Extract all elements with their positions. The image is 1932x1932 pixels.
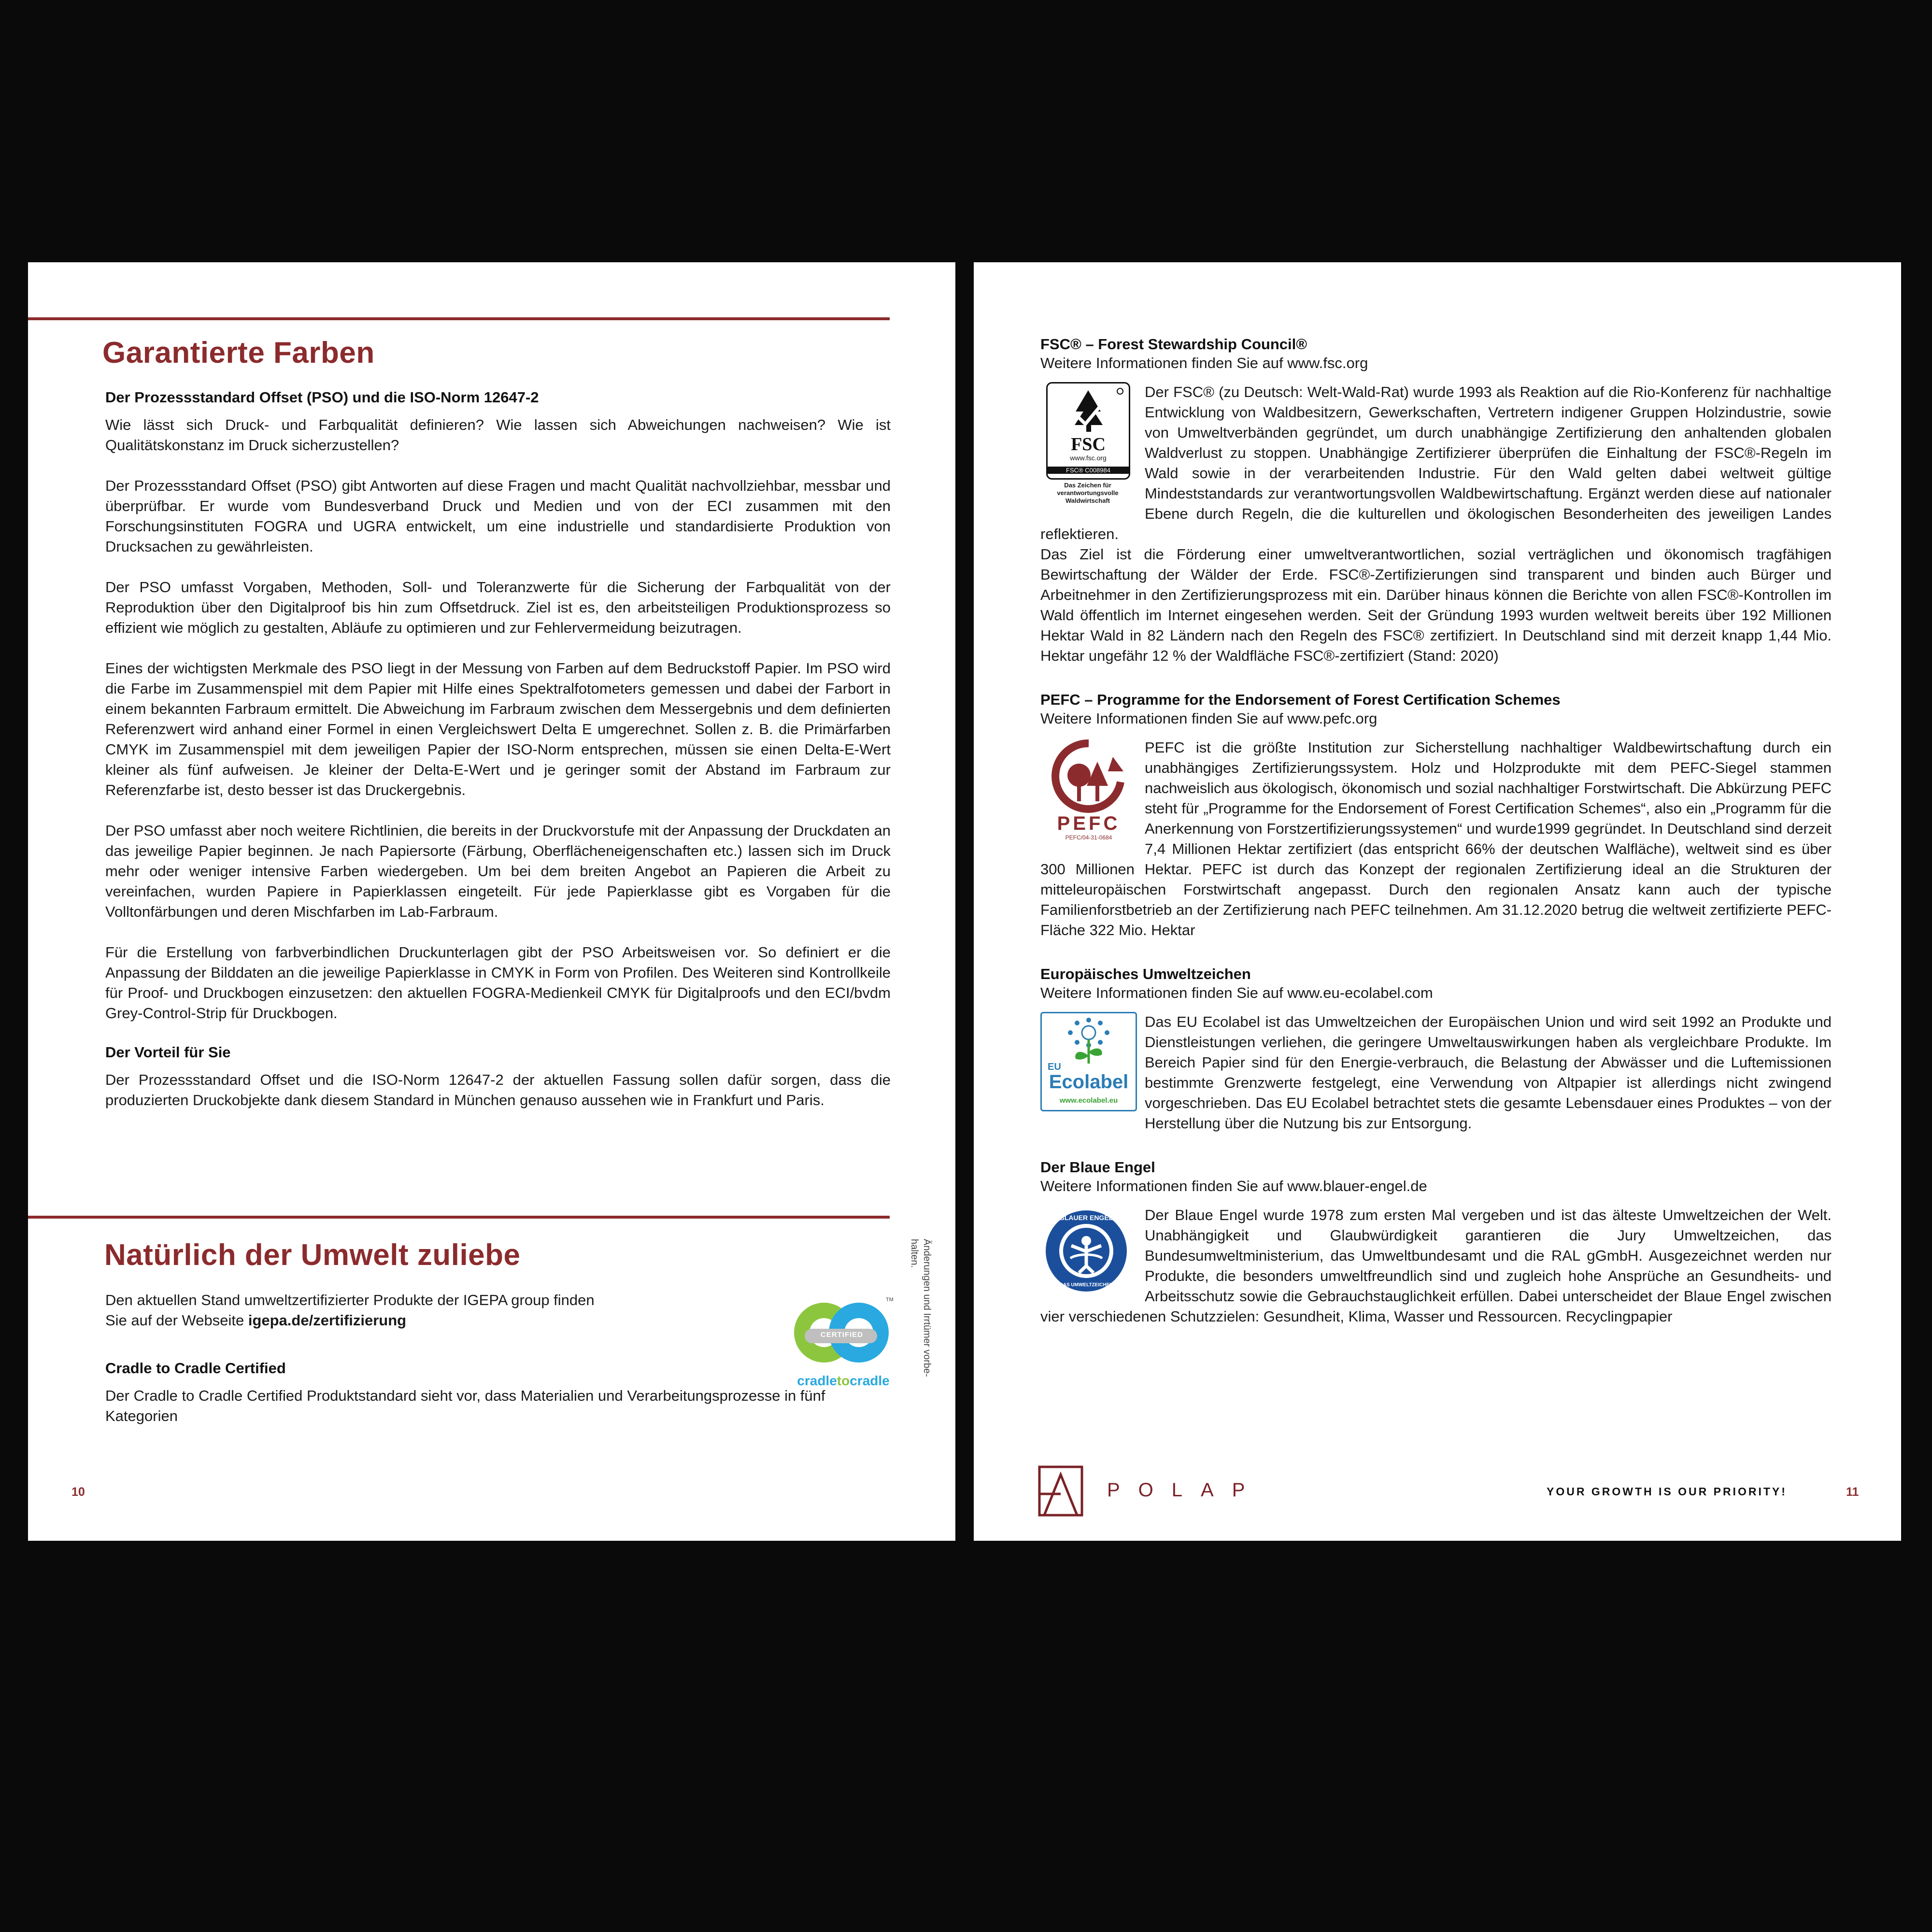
top-divider — [28, 317, 890, 320]
fsc-url: www.fsc.org — [1070, 454, 1107, 462]
page-heading: Garantierte Farben — [102, 336, 375, 369]
ecolabel-title: Europäisches Umweltzeichen — [1040, 966, 1251, 982]
c2c-badge: CERTIFIED — [820, 1331, 864, 1339]
cradle-to-cradle-logo — [790, 1295, 896, 1396]
pso-column — [105, 389, 891, 1110]
page-number: 10 — [71, 1485, 85, 1499]
eu-flower-icon — [1042, 1013, 1136, 1066]
pefc-logo — [1040, 738, 1137, 844]
right-page — [974, 262, 1901, 1541]
pefc-code: PEFC/04-31-0684 — [1065, 834, 1112, 841]
blauer-engel-logo — [1040, 1205, 1137, 1300]
tree-checkmark-icon — [1048, 384, 1129, 437]
paragraph: Der PSO umfasst Vorgaben, Methoden, Soll- und Toleranzwerte für die Sicherung der Farbqualität von der Reproduktion über den Digitalproof bis hin zum Offsetdruck. Ziel ist es, den arbeitsteiligen Produktionsprozess so effizient wie möglich zu gestalten, Abläufe zu optimieren und zur Fehlervermeidung beizutragen. — [105, 579, 891, 636]
certifications-column — [1040, 336, 1832, 1327]
fsc-caption: Das Zeichen für verantwortungsvolle Waldwirtschaft — [1057, 482, 1119, 504]
advantage-title: Der Vorteil für Sie — [105, 1044, 231, 1061]
left-page — [28, 262, 955, 1541]
c2c-text: Der Cradle to Cradle Certified Produktstandard sieht vor, dass Materialien und Verarbeitungsprozesse in fünf Kategorien — [105, 1387, 825, 1424]
ecolabel-more-info: Weitere Informationen finden Sie auf www.eu-ecolabel.com — [1040, 984, 1433, 1001]
paragraph: Der Prozessstandard Offset (PSO) gibt Antworten auf diese Fragen und macht Qualität nachvollziehbar, messbar und überprüfbar. Er wurde vom Bundesverband Druck und Medien und von der ECI zusammen mit den Forschungsinstituten FOGRA und UGRA entwickelt, um eine industrielle und standardisierte Produktion von Drucksachen zu gewährleisten. — [105, 477, 891, 555]
pefc-more-info: Weitere Informationen finden Sie auf www.pefc.org — [1040, 710, 1378, 727]
fsc-section — [1040, 336, 1832, 666]
advantage-text: Der Prozessstandard Offset und die ISO-Norm 12647-2 der aktuellen Fassung sollen dafür sorgen, dass die produzierten Druckobjekte dank diesem Standard in München genauso aussehen wie in Frankfurt und Paris. — [105, 1071, 891, 1108]
disclaimer-note: Änderungen und Irrtümer vorbe- halten. — [909, 1239, 932, 1377]
pefc-title: PEFC – Programme for the Endorsement of Forest Certification Schemes — [1040, 691, 1561, 708]
pefc-text: PEFC ist die größte Institution zur Sicherstellung nachhaltiger Waldbewirtschaftung durch ein unabhängiges Zertifizierungssystem. Holz und Holzprodukte mit dem PEFC-Siegel stammen nachweislich aus ökologisch, ökonomisch und sozial nachhaltiger Forstwirtschaft. Die Abkürzung PEFC steht für „Programme for the Endorsement of Forest Certification Schemes“, also ein „Programm für die Anerkennung von Forstzertifizierungssystemen“ und wurde1999 gegründet. In Deutschland sind derzeit 7,4 Millionen Hektar zertifiziert (das entspricht 66% der deutschen Walfläche), weltweit sind es über 300 Millionen Hektar. PEFC ist durch das Konzept der regionalen Zertifizierung ideal an die Strukturen der mitteleuropäischen Forstwirtschaft angepasst. Durch den regionalen Ansatz kann auch der typische Familienforstbetrieb an der Zertifizierung nach PEFC teilnehmen. Am 31.12.2020 betrug die weltweit zertifizierte PEFC-Fläche 322 Mio. Hektar — [1040, 739, 1832, 938]
c2c-title: Cradle to Cradle Certified — [105, 1360, 286, 1377]
slogan: YOUR GROWTH IS OUR PRIORITY! — [1547, 1485, 1787, 1498]
pefc-mark: PEFC — [1057, 813, 1121, 834]
ecolabel-logo — [1040, 1012, 1137, 1111]
blauer-engel-section — [1040, 1159, 1832, 1327]
blauer-engel-text: Der Blaue Engel wurde 1978 zum ersten Mal vergeben und ist das älteste Umweltzeichen der Welt. Unabhängigkeit und Glaubwürdigkeit garantieren die Jury Umweltzeichen, das Bundesumweltministerium, das Umweltbundesamt und die RAL gGmbH. Ausgezeichnet werden nur Produkte, die besonders umweltfreundlich sind und zugleich hohe Ansprüche an Gesundheits- und Arbeitsschutz sowie die Gebrauchstauglichkeit erfüllen. Dabei unterscheidet der Blaue Engel zwischen vier verschiedenen Schutzzielen: Gesundheit, Klima, Wasser und Ressourcen. Recyclingpapier — [1040, 1207, 1832, 1325]
paragraph: Wie lässt sich Druck- und Farbqualität definieren? Wie lassen sich Abweichungen nachweisen? Wie ist Qualitätskonstanz im Druck sicherzustellen? — [105, 416, 891, 454]
blauer-engel-more-info: Weitere Informationen finden Sie auf www.blauer-engel.de — [1040, 1178, 1427, 1194]
environment-heading: Natürlich der Umwelt zuliebe — [104, 1238, 521, 1272]
fsc-logo — [1040, 382, 1137, 504]
pefc-section — [1040, 691, 1832, 940]
c2c-wordmark: cradletocradle — [797, 1373, 890, 1388]
brand-name: POLAP — [1107, 1479, 1264, 1501]
blauer-engel-bottom: DAS UMWELTZEICHEN — [1059, 1282, 1113, 1288]
c2c-tm: TM — [886, 1297, 894, 1303]
paragraph: Eines der wichtigsten Merkmale des PSO liegt in der Messung von Farben auf dem Bedruckstoff Papier. Im PSO wird die Farbe im Zusammenspiel mit dem Papier mit Hilfe eines Spektralfotometers gemessen und dabei der Farbort in einem bekannten Farbraum ermittelt. Die Abweichung im Farbraum zwischen dem Messergebnis und dem definierten Referenzwert wird anhand einer Formel in einen Vergleichswert Delta E umgerechnet. Sollen z. B. die Primärfarben CMYK im Zusammenspiel mit dem jeweiligen Papier der ISO-Norm entsprechen, müssen sie einen Delta-E-Wert kleiner als fünf aufweisen. Je kleiner der Delta-E-Wert und je geringer somit der Abstand im Farbraum zur Referenzfarbe ist, desto besser ist das Druckergebnis. — [105, 660, 891, 798]
ecolabel-eu: EU — [1048, 1062, 1061, 1072]
ecolabel-url: www.ecolabel.eu — [1059, 1096, 1118, 1105]
fsc-text-2: Das Ziel ist die Förderung einer umweltverantwortlichen, sozial verträglichen und ökonomisch tragfähigen Bewirtschaftung der Wälder der Erde. FSC®-Zertifizierungen sind transparent und binden auch Bürger und Arbeitnehmer in den Zertifizierungsprozess mit ein. Darüber hinaus können die Berichte von allen FSC®-Kontrollen im Wald öffentlich im Internet eingesehen werden. Seit der Gründung 1993 wurden weltweit bereits über 192 Millionen Hektar Wald in 82 Ländern nach den Regeln des FSC® zertifiziert. In Deutschland sind mit derzeit knapp 1,44 Mio. Hektar ungefähr 12 % der Waldfläche FSC®-zertifiziert (Stand: 2020) — [1040, 546, 1832, 664]
fsc-mark: FSC — [1071, 434, 1106, 455]
blauer-engel-top: BLAUER ENGEL — [1059, 1214, 1113, 1222]
fsc-text: Der FSC® (zu Deutsch: Welt-Wald-Rat) wurde 1993 als Reaktion auf die Rio-Konferenz für nachhaltige Entwicklung von Waldbesitzern, Gewerkschaften, Vertretern indigener Gruppen Holzindustrie, sowie von Umweltverbänden gegründet, um durch unabhängige Zertifizierung den anhaltenden globalen Waldverlust zu stoppen. Unabhängige Zertifizierer überprüfen die Einhaltung der FSC®-Regeln im Wald sowie in der verarbeitenden Industrie. Für den Wald gelten dabei weltweit gültige Mindeststandards zur verantwortungsvollen Waldbewirtschaftung. Ergänzt werden diese auf nationaler Ebene durch Regeln, die die kulturellen und ökologischen Besonderheiten des jeweiligen Landes reflektieren. — [1040, 384, 1832, 542]
igepa-link[interactable]: igepa.de/zertifizierung — [248, 1312, 407, 1329]
fsc-title: FSC® – Forest Stewardship Council® — [1040, 336, 1307, 353]
ecolabel-name: Ecolabel — [1049, 1071, 1129, 1093]
c2c-block — [105, 1360, 891, 1426]
blauer-engel-title: Der Blaue Engel — [1040, 1159, 1155, 1176]
paragraph: Für die Erstellung von farbverbindlichen Druckunterlagen gibt der PSO Arbeitsweisen vor. So definiert er die Anpassung der Bilddaten an die jeweilige Papierklasse in CMYK in Form von Profilen. Des Weiteren sind Kontrollkeile für Proof- und Druckbogen einzusetzen: den aktuellen FOGRA-Medienkeil CMYK für Digitalproofs und den ECI/bvdm Grey-Control-Strip für Druckbogen. — [105, 944, 891, 1022]
environment-intro — [105, 1290, 617, 1331]
pefc-trees-icon — [1040, 738, 1137, 815]
ecolabel-text: Das EU Ecolabel ist das Umweltzeichen der Europäischen Union und wird seit 1992 an Produkte und Dienstleistungen verliehen, die geringere Umweltauswirkungen haben als vergleichbare Produkte. Im Bereich Papier sind für den Energie-verbrauch, die Belastung der Abwässer und die Luftemissionen bestimmte Grenzwerte festgelegt, eine Verwendung von Altpapier ist allerdings nicht zwingend vorgeschrieben. Das EU Ecolabel betrachtet stets die gesamte Lebensdauer eines Produktes – von der Herstellung über die Nutzung bis zur Entsorgung. — [1145, 1013, 1832, 1132]
pso-title: Der Prozessstandard Offset (PSO) und die ISO-Norm 12647-2 — [105, 389, 539, 406]
polap-logo — [1037, 1465, 1086, 1518]
paragraph: Der PSO umfasst aber noch weitere Richtlinien, die bereits in der Druckvorstufe mit der Anpassung der Druckdaten an das jeweilige Papier beginnen. Je nach Papiersorte (Färbung, Oberflächeneigenschaften etc.) lassen sich im Druck mehr oder weniger intensive Farben wiedergeben. Um bei dem breiten Angebot an Papieren die Arbeit zu vereinfachen, wurden Papiere in Papierklassen eingeteilt. Für jede Papierklasse gibt es Vorgaben für die Volltonfärbungen und deren Mischfarben im Lab-Farbraum. — [105, 822, 891, 920]
middle-divider — [28, 1216, 890, 1219]
fsc-code: FSC® C008984 — [1048, 467, 1129, 474]
fsc-more-info: Weitere Informationen finden Sie auf www.fsc.org — [1040, 355, 1368, 371]
environment-intro-text: Den aktuellen Stand umweltzertifizierter Produkte der IGEPA group finden Sie auf der Webseite — [105, 1292, 595, 1329]
page-number: 11 — [1846, 1485, 1859, 1499]
polap-mark-icon — [1037, 1465, 1086, 1518]
ecolabel-section — [1040, 966, 1832, 1134]
